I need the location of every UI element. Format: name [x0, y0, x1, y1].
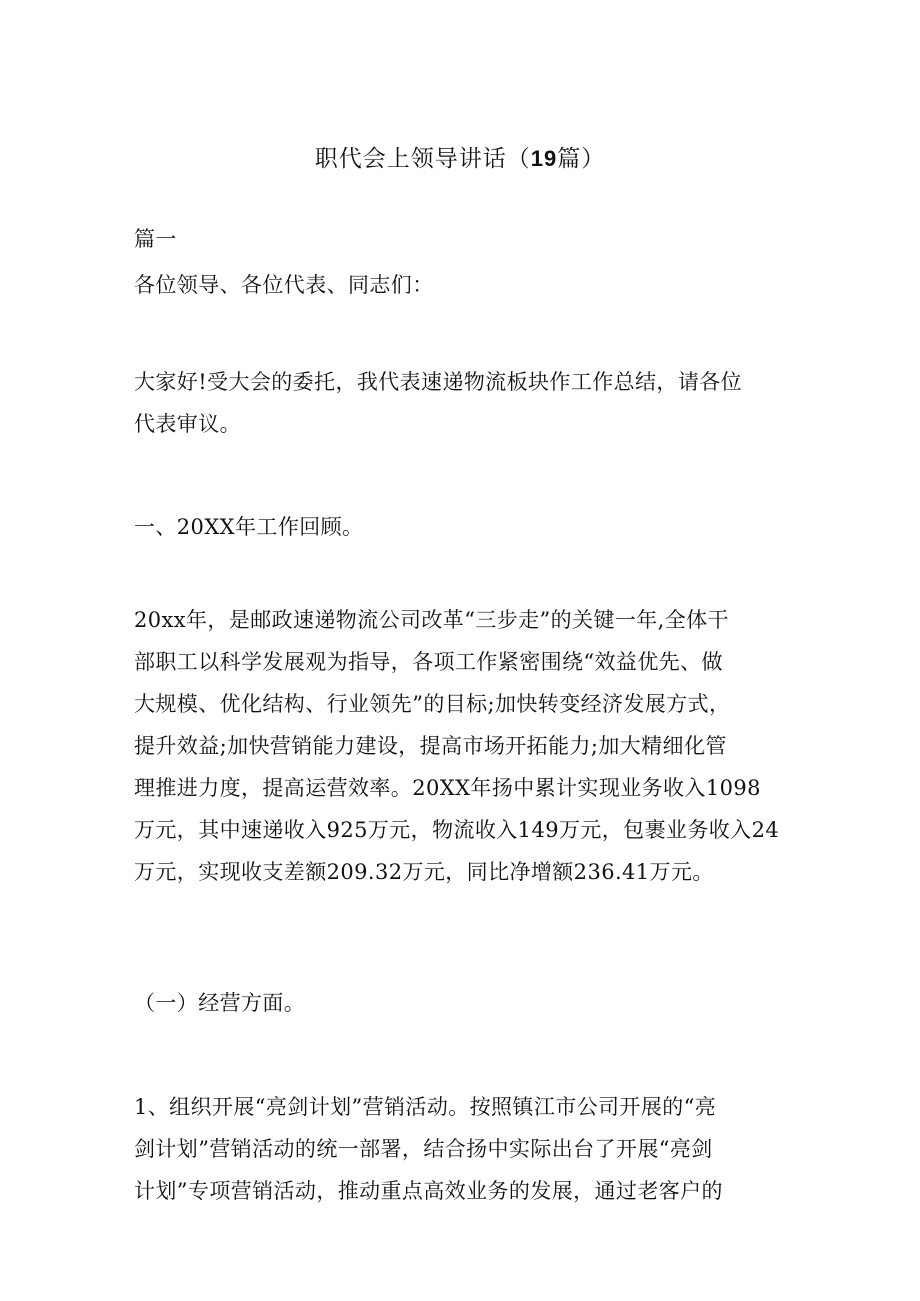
- item-line: 计划”专项营销活动，推动重点高效业务的发展，通过老客户的: [134, 1179, 723, 1203]
- body-line: 大规模、优化结构、行业领先”的目标;加快转变经济发展方式，: [134, 692, 731, 716]
- document-title: [0, 143, 920, 175]
- body-line: 部职工以科学发展观为指导，各项工作紧密围绕“效益优先、做: [134, 650, 723, 674]
- subheading-operations: （一）经营方面。: [134, 991, 306, 1015]
- body-paragraph: [134, 599, 796, 893]
- intro-line: 大家好!受大会的委托，我代表速递物流板块作工作总结，请各位: [134, 370, 743, 394]
- title-paren-open: （: [506, 146, 531, 172]
- title-paren-close: 篇）: [557, 146, 606, 172]
- item-line: 剑计划”营销活动的统一部署，结合扬中实际出台了开展“亮剑: [134, 1137, 713, 1161]
- body-line: 万元，其中速递收入925万元，物流收入149万元，包裹业务收入24: [134, 818, 780, 842]
- body-line: 理推进力度，提高运营效率。20XX年扬中累计实现业务收入1098: [134, 776, 761, 800]
- heading-work-review: 一、20XX年工作回顾。: [134, 515, 364, 539]
- title-text: 职代会上领导讲话: [314, 146, 507, 172]
- body-line: 20xx年，是邮政速递物流公司改革“三步走”的关键一年,全体干: [134, 608, 729, 632]
- title-count: 19: [530, 146, 558, 171]
- body-line: 万元，实现收支差额209.32万元，同比净增额236.41万元。: [134, 860, 714, 884]
- intro-line: 代表审议。: [134, 412, 241, 436]
- body-line: 提升效益;加快营销能力建设，提高市场开拓能力;加大精细化管: [134, 734, 727, 758]
- item-paragraph: [134, 1086, 796, 1212]
- salutation: 各位领导、各位代表、同志们：: [134, 273, 434, 297]
- intro-paragraph: [134, 361, 796, 445]
- section-label: 篇一: [134, 227, 177, 251]
- item-line: 1、组织开展“亮剑计划”营销活动。按照镇江市公司开展的“亮: [134, 1095, 717, 1119]
